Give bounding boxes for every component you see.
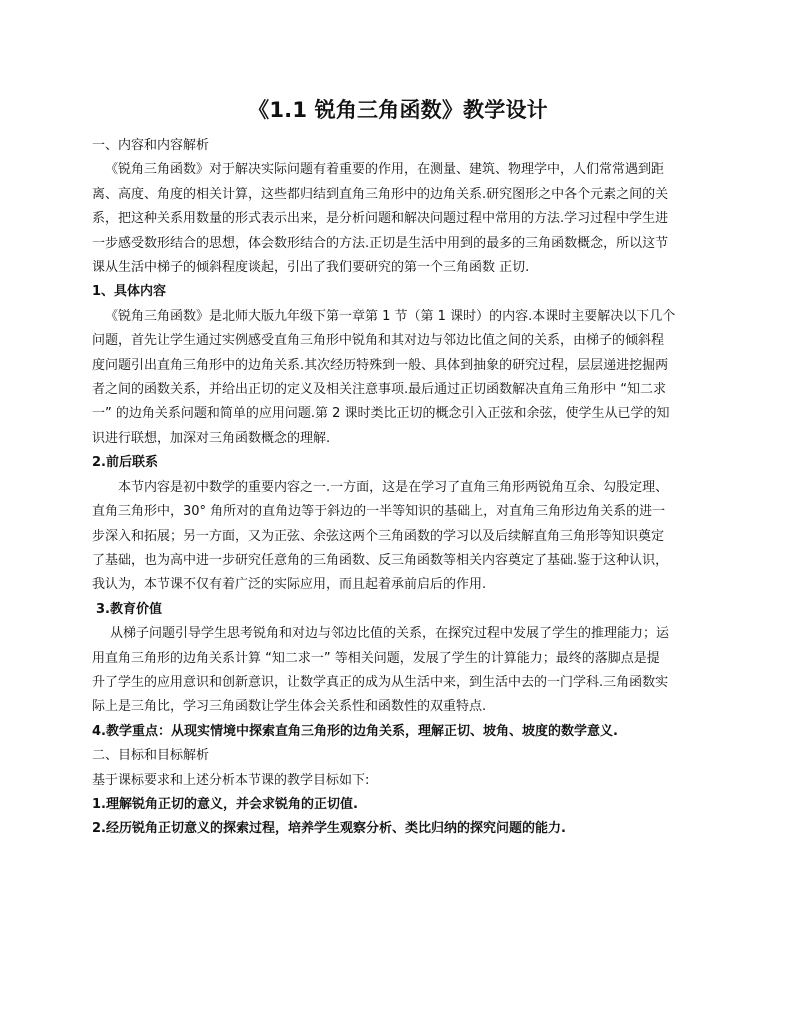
subsection-1-line: 者之间的函数关系，并给出正切的定义及相关注意事项.最后通过正切函数解决直角三角形中 “知二求 (92, 382, 667, 398)
objective-line: 基于课标要求和上述分析本节课的教学目标如下: (92, 772, 370, 788)
objective-line: 2.经历锐角正切意义的探索过程，培养学生观察分析、类比归纳的探究问题的能力. (92, 821, 566, 837)
intro-line: 课从生活中梯子的倾斜程度谈起，引出了我们要研究的第一个三角函数 正切. (92, 260, 530, 276)
section-1-heading: 一、内容和内容解析 (92, 138, 210, 153)
section-2-heading: 二、目标和目标解析 (92, 748, 210, 764)
subsection-2-line: 我认为，本节课不仅有着广泛的实际应用，而且起着承前启后的作用. (92, 577, 487, 593)
subsection-3-heading: 3.教育价值 (96, 601, 162, 617)
subsection-4-key-points: 4.教学重点：从现实情境中探索直角三角形的边角关系，理解正切、坡角、坡度的数学意义. (92, 723, 618, 739)
subsection-2-line: 步深入和拓展；另一方面，又为正弦、余弦这两个三角函数的学习以及后续解直角三角形等知识奠定 (92, 528, 665, 544)
subsection-2-heading: 2.前后联系 (92, 455, 158, 471)
intro-line: 《锐角三角函数》对于解决实际问题有着重要的作用，在测量、建筑、物理学中，人们常常遇到距 (105, 162, 665, 178)
subsection-1-heading: 1、具体内容 (92, 284, 167, 300)
subsection-1-line: 问题，首先让学生通过实例感受直角三角形中锐角和其对边与邻边比值之间的关系，由梯子的倾斜程 (92, 333, 665, 349)
subsection-2-line: 直角三角形中，30° 角所对的直角边等于斜边的一半等知识的基础上，对直角三角形边角关系的进一 (92, 504, 666, 520)
objective-line: 1.理解锐角正切的意义，并会求锐角的正切值. (92, 796, 358, 812)
subsection-1-line: 识进行联想，加深对三角函数概念的理解. (92, 430, 331, 446)
subsection-1-line: 度问题引出直角三角形中的边角关系.其次经历特殊到一般、具体到抽象的研究过程，层层递进挖掘两 (92, 357, 669, 373)
intro-line: 离、高度、角度的相关计算，这些都归结到直角三角形中的边角关系.研究图形之中各个元素之间的关 (92, 186, 669, 202)
subsection-3-line: 从梯子问题引导学生思考锐角和对边与邻边比值的关系，在探究过程中发展了学生的推理能力；运 (110, 626, 670, 642)
subsection-3-line: 际上是三角比，学习三角函数让学生体会关系性和函数性的双重特点. (92, 699, 487, 715)
document-page (92, 96, 704, 842)
subsection-3-line: 用直角三角形的边角关系计算 “知二求一” 等相关问题，发展了学生的计算能力；最终的落脚点是提 (92, 650, 660, 666)
document-title: 《1.1 锐角三角函数》教学设计 (248, 98, 548, 122)
intro-line: 一步感受数形结合的思想，体会数形结合的方法.正切是生活中用到的最多的三角函数概念，所以这节 (92, 235, 669, 251)
subsection-1-line: 一” 的边角关系问题和简单的应用问题.第 2 课时类比正切的概念引入正弦和余弦，使学生从已学的知 (92, 406, 670, 422)
subsection-3-line: 升了学生的应用意识和创新意识，让数学真正的成为从生活中来，到生活中去的一门学科.三角函数实 (92, 674, 669, 690)
subsection-1-line: 《锐角三角函数》是北师大版九年级下第一章第 1 节（第 1 课时）的内容.本课时主要解决以下几个 (105, 308, 676, 324)
subsection-2-line: 本节内容是初中数学的重要内容之一.一方面，这是在学习了直角三角形两锐角互余、勾股定理、 (118, 479, 669, 495)
intro-line: 系，把这种关系用数量的形式表示出来，是分析问题和解决问题过程中常用的方法.学习过程中学生进 (92, 211, 669, 227)
subsection-2-line: 了基础，也为高中进一步研究任意角的三角函数、反三角函数等相关内容奠定了基础.鉴于这种认识， (92, 552, 669, 568)
